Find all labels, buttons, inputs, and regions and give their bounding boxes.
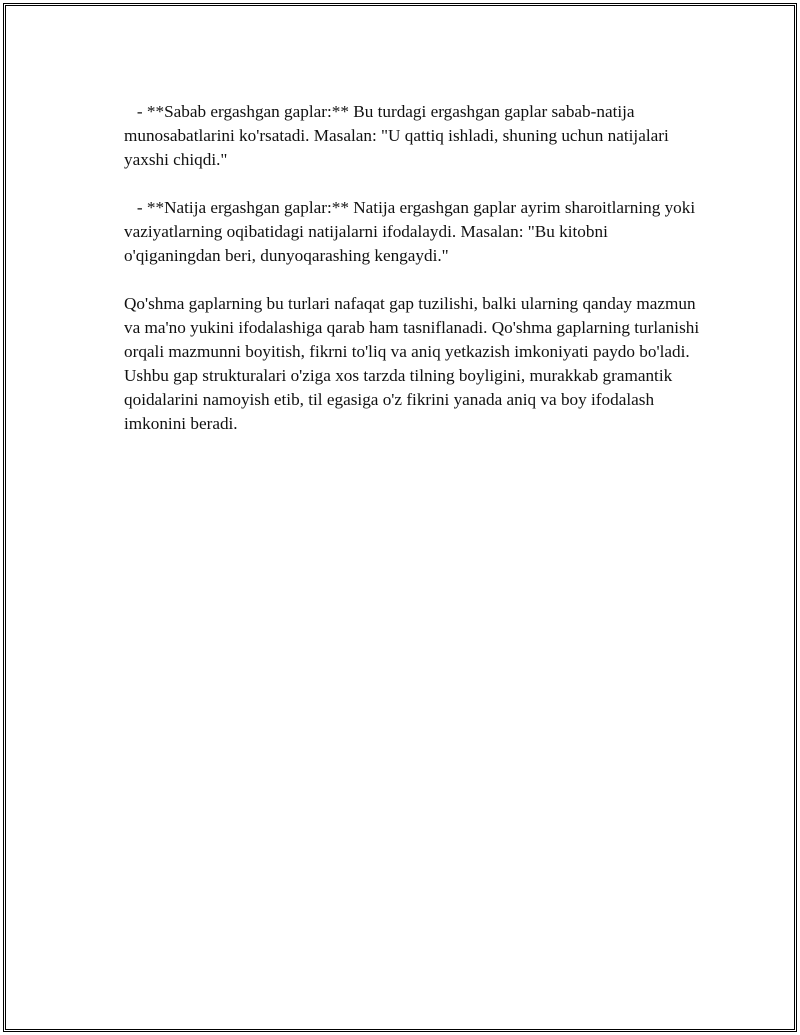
paragraph-natija: - **Natija ergashgan gaplar:** Natija ergashgan gaplar ayrim sharoitlarning yoki vaziyatlarning oqibatidagi natijalarni ifodalaydi. Masalan: "Bu kitobni o'qiganingdan beri, dunyoqarashing kengaydi." — [124, 198, 700, 265]
paragraph-summary: Qo'shma gaplarning bu turlari nafaqat gap tuzilishi, balki ularning qanday mazmun va ma'no yukini ifodalashiga qarab ham tasniflanadi. Qo'shma gaplarning turlanishi orqali mazmunni boyitish, fikrni to'liq va aniq yetkazish imkoniyati paydo bo'ladi. Ushbu gap strukturalari o'ziga xos tarzda tilning boyligini, murakkab gramantik qoidalarini namoyish etib, til egasiga o'z fikrini yanada aniq va boy ifodalash imkonini beradi. — [124, 294, 704, 433]
document-body — [124, 100, 704, 460]
page-frame — [3, 3, 797, 1032]
paragraph-sabab: - **Sabab ergashgan gaplar:** Bu turdagi ergashgan gaplar sabab-natija munosabatlarini ko'rsatadi. Masalan: "U qattiq ishladi, shuning uchun natijalari yaxshi chiqdi." — [124, 102, 674, 169]
